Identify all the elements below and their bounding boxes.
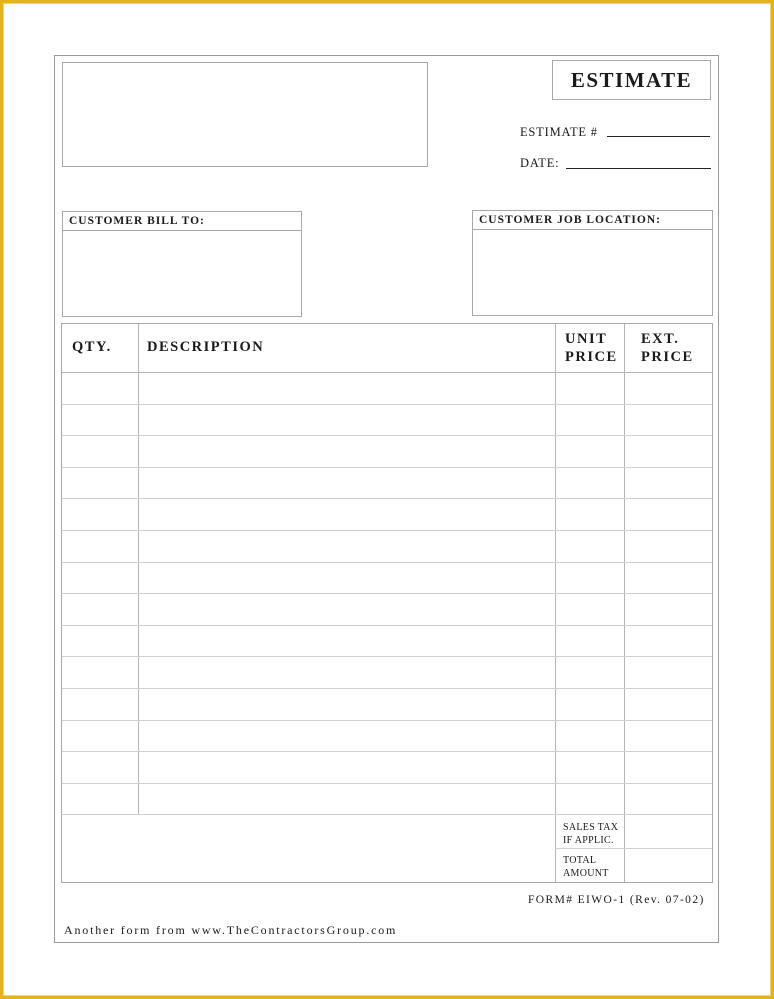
table-row[interactable] bbox=[62, 498, 712, 530]
estimate-number-field[interactable] bbox=[607, 136, 710, 137]
sales-tax-label-line1: SALES TAX bbox=[563, 822, 619, 833]
table-row[interactable] bbox=[62, 688, 712, 720]
table-row[interactable] bbox=[62, 530, 712, 562]
total-amount-label-line2: AMOUNT bbox=[563, 868, 609, 879]
company-logo-box[interactable] bbox=[62, 62, 428, 167]
customer-bill-to-box[interactable] bbox=[62, 211, 302, 317]
table-row[interactable] bbox=[62, 404, 712, 436]
form-id: FORM# EIWO-1 (Rev. 07-02) bbox=[528, 894, 705, 906]
customer-bill-to-label: CUSTOMER BILL TO: bbox=[63, 212, 301, 231]
table-row[interactable] bbox=[62, 625, 712, 657]
total-amount-label-line1: TOTAL bbox=[563, 855, 597, 866]
form-title: ESTIMATE bbox=[552, 60, 711, 100]
date-field[interactable] bbox=[566, 168, 711, 169]
ext-price-header-line1: EXT. bbox=[641, 331, 680, 347]
summary-row-divider bbox=[555, 848, 712, 849]
table-row[interactable] bbox=[62, 751, 712, 783]
table-row[interactable] bbox=[62, 656, 712, 688]
description-header: DESCRIPTION bbox=[147, 339, 265, 355]
table-row[interactable] bbox=[62, 435, 712, 467]
table-row[interactable] bbox=[62, 372, 712, 404]
customer-job-location-box[interactable] bbox=[472, 210, 713, 316]
footer-tagline: Another form from www.TheContractorsGroup.com bbox=[64, 923, 398, 937]
sales-tax-label-line2: IF APPLIC. bbox=[563, 835, 614, 846]
line-items-table bbox=[61, 323, 713, 883]
unit-price-header-line2: PRICE bbox=[565, 349, 618, 365]
ext-price-header-line2: PRICE bbox=[641, 349, 694, 365]
table-row[interactable] bbox=[62, 593, 712, 625]
unit-price-header-line1: UNIT bbox=[565, 331, 608, 347]
table-row[interactable] bbox=[62, 783, 712, 815]
qty-header: QTY. bbox=[72, 339, 112, 355]
customer-job-location-label: CUSTOMER JOB LOCATION: bbox=[473, 211, 712, 230]
table-row-divider bbox=[62, 814, 712, 815]
table-row[interactable] bbox=[62, 467, 712, 499]
table-row[interactable] bbox=[62, 562, 712, 594]
date-label: DATE: bbox=[520, 156, 560, 170]
estimate-number-label: ESTIMATE # bbox=[520, 125, 598, 139]
table-row[interactable] bbox=[62, 720, 712, 752]
